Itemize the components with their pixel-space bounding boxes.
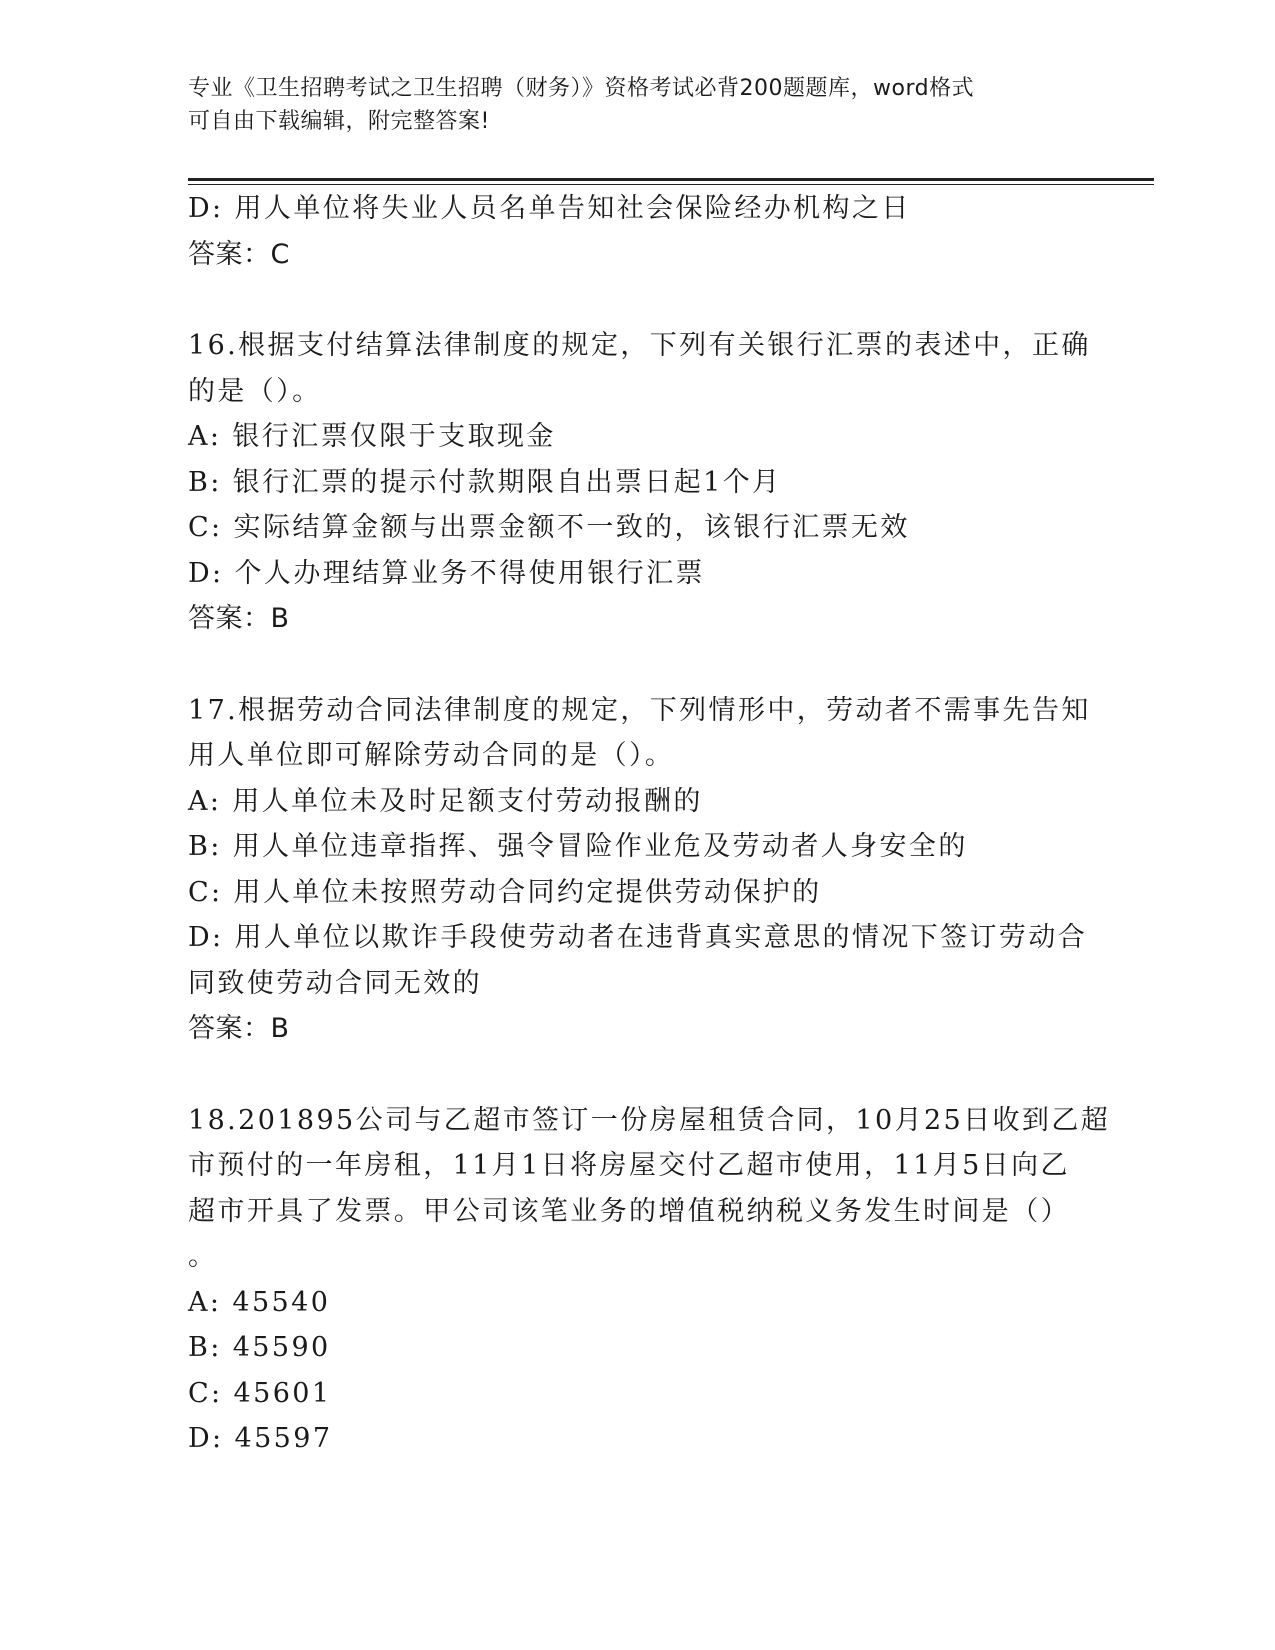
question-17 <box>188 688 1091 1052</box>
question-stem: 用人单位即可解除劳动合同的是（）。 <box>188 740 675 771</box>
question-stem: 市预付的一年房租，11月1日将房屋交付乙超市使用，11月5日向乙 <box>188 1150 1070 1181</box>
question-stem: 。 <box>188 1241 218 1272</box>
option-d-continued: 同致使劳动合同无效的 <box>188 967 482 999</box>
option-d: D: 用人单位将失业人员名单告知社会保险经办机构之日 <box>188 193 911 224</box>
option-d: D: 用人单位以欺诈手段使劳动者在违背真实意思的情况下签订劳动合 <box>188 922 1088 953</box>
question-stem: 17.根据劳动合同法律制度的规定，下列情形中，劳动者不需事先告知 <box>188 694 1091 726</box>
option-d: D: 45597 <box>188 1423 333 1454</box>
header-title-line-1: 专业《卫生招聘考试之卫生招聘（财务）》资格考试必背200题题库，word格式 <box>188 76 975 101</box>
question-stem: 18.201895公司与乙超市签订一份房屋租赁合同，10月25日收到乙超 <box>188 1104 1111 1136</box>
option-a: A: 45540 <box>188 1286 331 1318</box>
question-stem: 超市开具了发票。甲公司该笔业务的增值税纳税义务发生时间是（） <box>188 1195 1070 1227</box>
header-title-line-2: 可自由下载编辑，附完整答案! <box>188 109 490 134</box>
question-stem: 16.根据支付结算法律制度的规定，下列有关银行汇票的表述中，正确 <box>188 330 1091 361</box>
option-c: C: 45601 <box>188 1377 332 1409</box>
option-a: A: 银行汇票仅限于支取现金 <box>188 421 556 452</box>
option-b: B: 45590 <box>188 1332 331 1363</box>
previous-question-tail <box>188 186 1088 277</box>
option-d: D: 个人办理结算业务不得使用银行汇票 <box>188 557 705 589</box>
option-c: C: 用人单位未按照劳动合同约定提供劳动保护的 <box>188 876 822 908</box>
header-divider-thin <box>188 184 1154 185</box>
question-18 <box>188 1098 1111 1462</box>
question-list <box>188 186 1111 1462</box>
answer-label: 答案：C <box>188 238 290 270</box>
option-b: B: 银行汇票的提示付款期限自出票日起1个月 <box>188 466 782 498</box>
option-c: C: 实际结算金额与出票金额不一致的，该银行汇票无效 <box>188 512 910 543</box>
answer-label: 答案：B <box>188 1013 290 1044</box>
answer-label: 答案：B <box>188 603 290 634</box>
question-stem: 的是（）。 <box>188 375 322 407</box>
question-16 <box>188 323 1091 642</box>
option-b: B: 用人单位违章指挥、强令冒险作业危及劳动者人身安全的 <box>188 831 968 862</box>
option-a: A: 用人单位未及时足额支付劳动报酬的 <box>188 785 703 817</box>
header-divider-thick <box>188 178 1154 181</box>
document-header <box>188 72 1068 138</box>
